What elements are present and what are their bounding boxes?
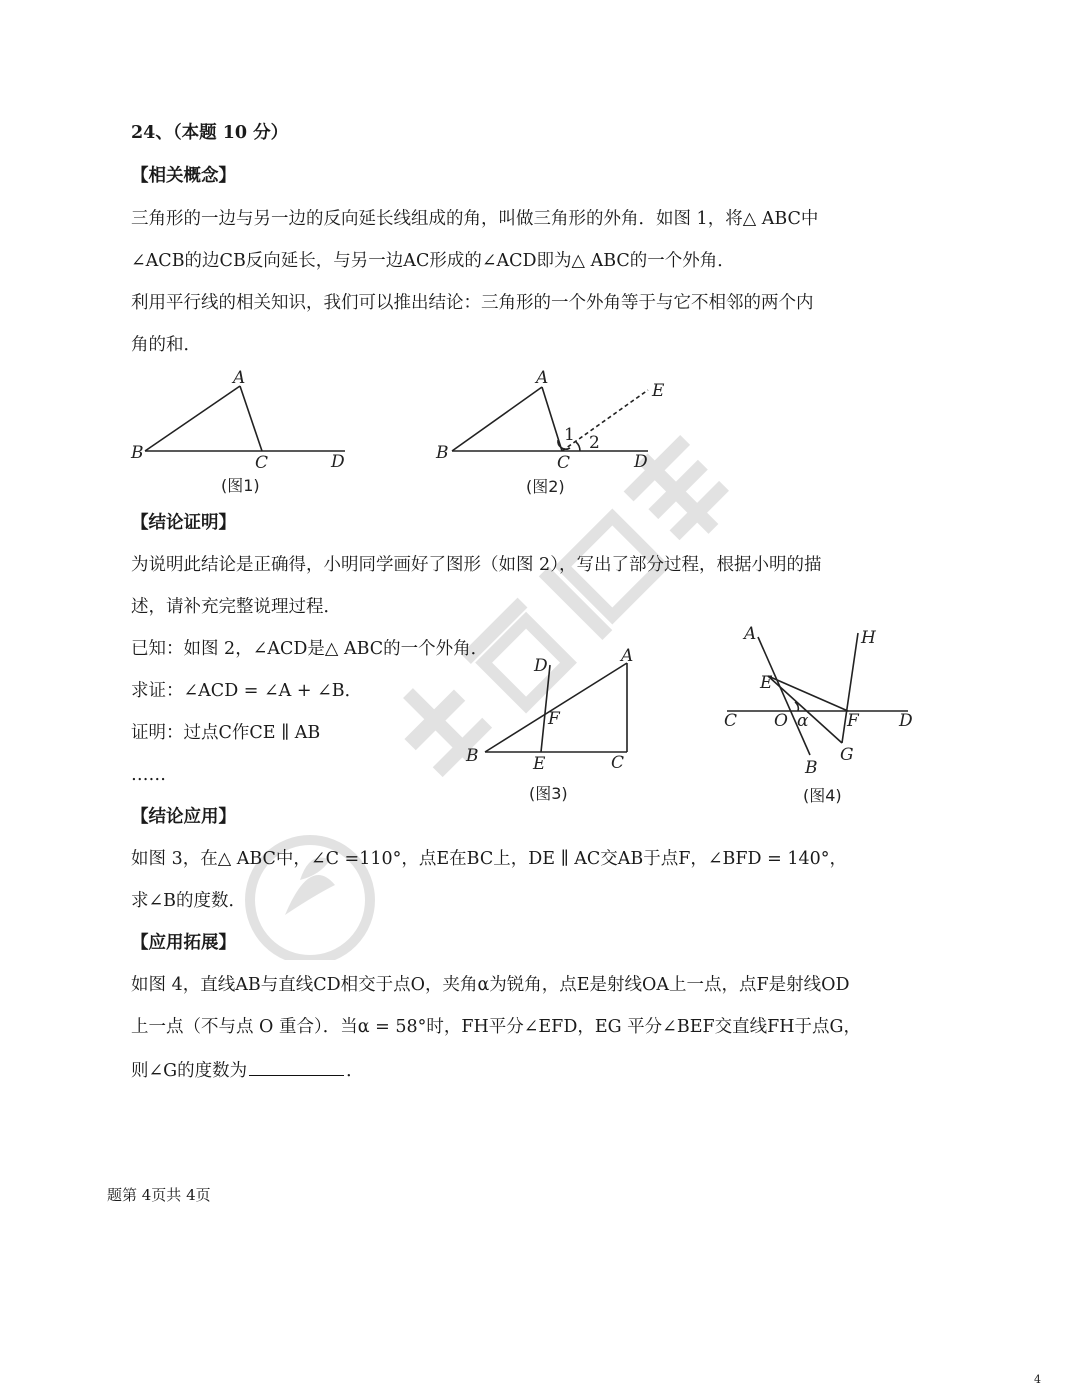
fig3-label-d: D	[534, 656, 548, 676]
application-text-line-2: 求∠B的度数．	[131, 891, 247, 911]
fig1-label-d: D	[331, 452, 345, 472]
fig2-label-b: B	[436, 443, 449, 463]
concept-text-line-4: 角的和．	[131, 335, 201, 355]
fig3-caption: (图3)	[529, 784, 568, 803]
fig2-angle-2: 2	[589, 433, 600, 453]
fig3-label-a: A	[621, 646, 634, 666]
answer-blank[interactable]	[249, 1057, 344, 1076]
extension-text-line-1: 如图 4，直线AB与直线CD相交于点O，夹角α为锐角，点E是射线OA上一点，点F是射线OD	[131, 975, 850, 995]
fig3-label-e: E	[533, 754, 546, 774]
fig2-label-a: A	[536, 368, 549, 388]
fig4-label-alpha: α	[797, 711, 809, 731]
concept-section-title: 【相关概念】	[131, 166, 236, 186]
fig1-label-c: C	[255, 453, 269, 473]
page-corner-mark: 4	[1034, 1373, 1041, 1386]
fig1-caption: (图1)	[221, 476, 260, 495]
proof-start: 证明：过点C作CE ∥ AB	[131, 723, 321, 743]
given-statement: 已知：如图 2，∠ACD是△ ABC的一个外角．	[131, 639, 489, 659]
fig2-angle-1: 1	[564, 425, 575, 445]
fig1-label-b: B	[131, 443, 144, 463]
question-header: 24、（本题 10 分）	[131, 123, 289, 143]
concept-text-line-1: 三角形的一边与另一边的反向延长线组成的角，叫做三角形的外角．如图 1，将△ ABC中	[131, 209, 819, 229]
prove-statement: 求证：∠ACD = ∠A + ∠B．	[131, 681, 363, 701]
extension-text-line-3	[131, 1057, 364, 1083]
fig4-label-d: D	[899, 711, 913, 731]
fig4-caption: (图4)	[803, 786, 842, 805]
fig4-label-o: O	[774, 711, 788, 731]
fig4-label-a: A	[744, 624, 757, 644]
fig1-label-a: A	[233, 368, 246, 388]
extension-line-3-suffix: ．	[346, 1061, 364, 1081]
fig3-label-b: B	[466, 746, 479, 766]
concept-text-line-2: ∠ACB的边CB反向延长，与另一边AC形成的∠ACD即为△ ABC的一个外角．	[131, 251, 735, 271]
fig2-label-c: C	[557, 453, 571, 473]
page-footer: 题第 4页共 4页	[107, 1186, 211, 1204]
fig4-label-h: H	[861, 628, 876, 648]
fig2-label-e: E	[652, 381, 665, 401]
concept-text-line-3: 利用平行线的相关知识，我们可以推出结论：三角形的一个外角等于与它不相邻的两个内	[131, 293, 814, 313]
application-section-title: 【结论应用】	[131, 807, 236, 827]
proof-ellipsis: ……	[131, 765, 166, 785]
fig4-label-f: F	[847, 711, 859, 731]
figure-4	[727, 633, 908, 755]
extension-section-title: 【应用拓展】	[131, 933, 236, 953]
figure-3	[485, 663, 627, 752]
fig3-label-f: F	[548, 709, 560, 729]
fig3-label-c: C	[611, 753, 625, 773]
proof-text-line-1: 为说明此结论是正确得，小明同学画好了图形（如图 2），写出了部分过程，根据小明的描	[131, 555, 822, 575]
proof-section-title: 【结论证明】	[131, 513, 236, 533]
extension-line-3-prefix: 则∠G的度数为	[131, 1061, 248, 1081]
fig2-caption: (图2)	[526, 477, 565, 496]
extension-text-line-2: 上一点（不与点 O 重合）．当α = 58°时，FH平分∠EFD，EG 平分∠BEF交直线FH于点G，	[131, 1017, 861, 1037]
fig4-label-b: B	[805, 758, 818, 778]
fig4-label-c: C	[724, 711, 738, 731]
fig2-label-d: D	[634, 452, 648, 472]
fig4-label-e: E	[760, 673, 773, 693]
fig4-label-g: G	[840, 745, 854, 765]
figure-2	[452, 387, 648, 451]
proof-text-line-2: 述，请补充完整说理过程．	[131, 597, 341, 617]
application-text-line-1: 如图 3，在△ ABC中，∠C =110°，点E在BC上，DE ∥ AC交AB于点F，∠BFD = 140°，	[131, 849, 848, 869]
figure-1	[145, 386, 345, 451]
